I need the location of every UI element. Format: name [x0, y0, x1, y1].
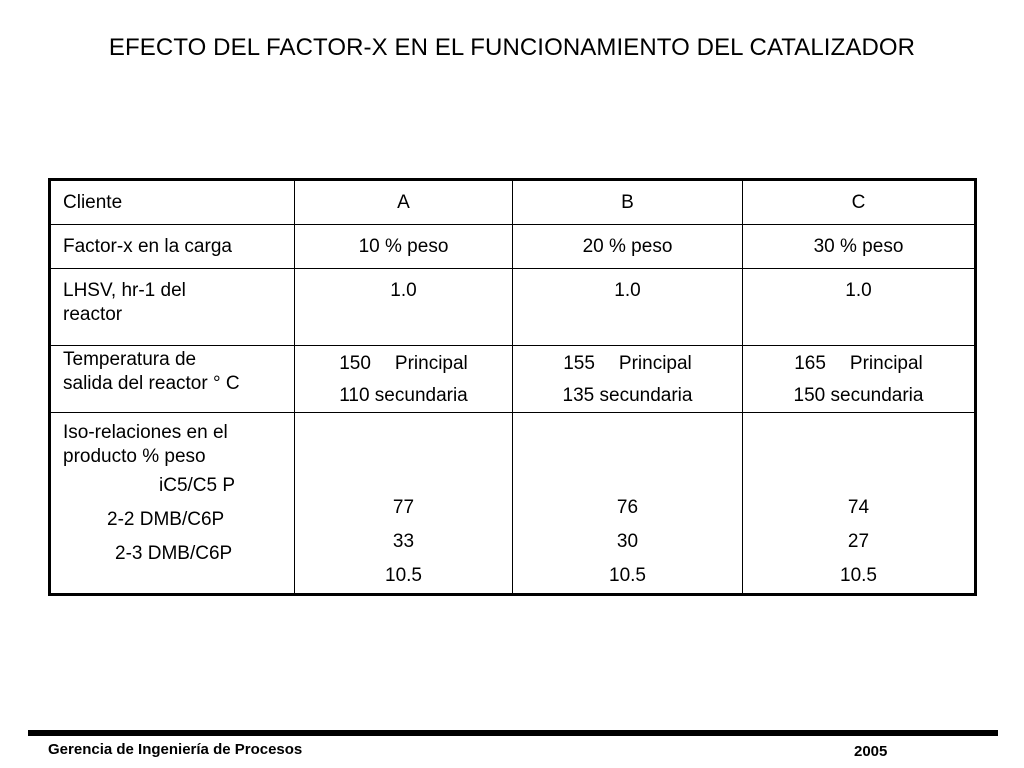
temperature-principal-word-c: Principal: [849, 353, 923, 374]
temperature-value-c: [743, 346, 976, 413]
factor-x-value-c: 30 % peso: [743, 225, 976, 269]
lhsv-value-a: 1.0: [295, 269, 513, 346]
temperature-secundaria-b: 135 secundaria: [562, 385, 693, 406]
column-header-a: A: [295, 180, 513, 225]
column-header-b: B: [513, 180, 743, 225]
row-label-iso-line-1: Iso-relaciones en el: [63, 422, 228, 443]
iso-value-c-22dmb: 27: [847, 531, 870, 552]
temperature-value-b: [513, 346, 743, 413]
footer-divider: [28, 730, 998, 736]
row-label-temperature: [50, 346, 295, 413]
temperature-value-a: [295, 346, 513, 413]
iso-values-c: [743, 413, 976, 595]
temperature-principal-c: [755, 348, 962, 380]
row-label-lhsv-line-2: reactor: [63, 304, 123, 325]
footer-department: Gerencia de Ingeniería de Procesos: [48, 741, 303, 758]
temperature-principal-b: [525, 348, 730, 380]
iso-value-a-ic5: 77: [392, 497, 415, 518]
temperature-principal-number-b: 155: [563, 353, 595, 374]
temperature-principal-a: [307, 348, 500, 380]
iso-value-c-23dmb: 10.5: [840, 565, 877, 586]
iso-sub-label-ic5: iC5/C5 P: [159, 475, 236, 496]
lhsv-value-b: 1.0: [513, 269, 743, 346]
temperature-secundaria-c: 150 secundaria: [793, 385, 924, 406]
temperature-principal-number-a: 150: [339, 353, 371, 374]
temperature-secundaria-a: 110 secundaria: [339, 385, 468, 406]
iso-values-a: [295, 413, 513, 595]
iso-sub-label-22dmb: 2-2 DMB/C6P: [107, 509, 225, 530]
row-label-lhsv-line-1: LHSV, hr-1 del: [63, 280, 186, 301]
factor-x-value-a: 10 % peso: [295, 225, 513, 269]
temperature-principal-word-b: Principal: [618, 353, 692, 374]
footer-year: 2005: [854, 743, 888, 760]
iso-value-b-23dmb: 10.5: [609, 565, 646, 586]
slide-title: EFECTO DEL FACTOR-X EN EL FUNCIONAMIENTO DEL CATALIZADOR: [108, 34, 916, 61]
row-label-factor-x: Factor-x en la carga: [50, 225, 295, 269]
temperature-principal-word-a: Principal: [394, 353, 468, 374]
iso-value-c-ic5: 74: [847, 497, 870, 518]
iso-value-b-22dmb: 30: [616, 531, 639, 552]
iso-value-a-22dmb: 33: [392, 531, 415, 552]
row-label-lhsv: [50, 269, 295, 346]
factor-x-value-b: 20 % peso: [513, 225, 743, 269]
table-row-iso-relaciones: [50, 413, 976, 595]
temperature-principal-number-c: 165: [794, 353, 826, 374]
iso-values-b: [513, 413, 743, 595]
table-row-cliente: [50, 180, 976, 225]
column-header-c: C: [743, 180, 976, 225]
row-label-cliente: Cliente: [50, 180, 295, 225]
iso-sub-label-23dmb: 2-3 DMB/C6P: [115, 543, 233, 564]
table-row-temperature: [50, 346, 976, 413]
table-row-factor-x: [50, 225, 976, 269]
row-label-temperature-line-2: salida del reactor ° C: [63, 373, 240, 394]
table-row-lhsv: [50, 269, 976, 346]
iso-value-a-23dmb: 10.5: [385, 565, 422, 586]
lhsv-value-c: 1.0: [743, 269, 976, 346]
iso-value-b-ic5: 76: [616, 497, 639, 518]
row-label-iso-line-2: producto % peso: [63, 446, 206, 467]
catalyst-data-table: [48, 178, 977, 596]
row-label-iso-relaciones: [50, 413, 295, 595]
row-label-temperature-line-1: Temperatura de: [63, 349, 197, 370]
